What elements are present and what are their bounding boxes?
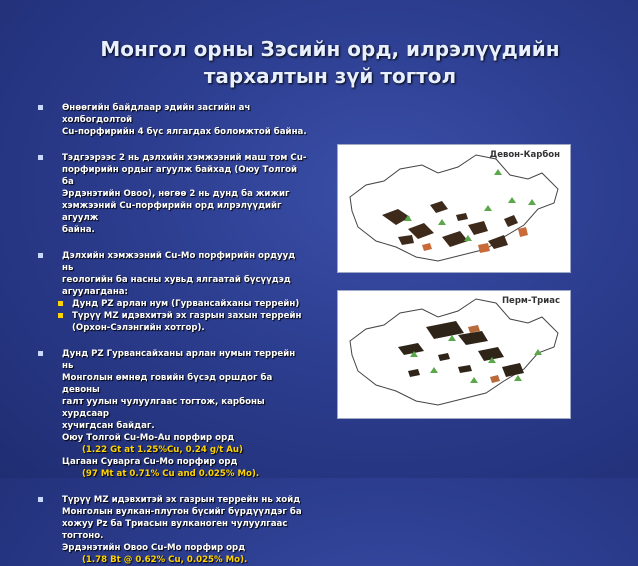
perm-trias-map: [337, 290, 571, 419]
bullet-4-line-2: Монголын өмнөд говийн бүсэд оршдог ба девоны: [62, 373, 273, 395]
bullet-5-line-4: тогтоно.: [62, 531, 104, 541]
bullet-5-line-1: Түрүү MZ идэвхитэй эх газрын террейн нь хойд: [62, 495, 301, 505]
mongolia-outline-map-bottom: [338, 291, 570, 418]
slide-title: [60, 36, 600, 90]
deposit-1-name: Оюу Толгой Cu-Mo-Au порфир орд: [62, 433, 235, 443]
square-bullet-icon: [38, 253, 43, 258]
bullet-2-line-2: порфирийн ордыг агуулж байхад (Оюу Толгой ба: [62, 165, 297, 187]
slide-title-line-1: Монгол орны Зэсийн орд, илрэлүүдийн: [100, 37, 560, 61]
devon-carbon-map: [337, 144, 571, 273]
bullet-4-line-1: Дунд PZ Гурвансайханы арлан нумын террейн нь: [62, 349, 296, 371]
deposit-2-name: Цагаан Суварга Cu-Mo порфир орд: [62, 457, 238, 467]
bullet-4: [38, 348, 308, 432]
bullet-2: [38, 152, 308, 236]
mongolia-outline-map-top: [338, 145, 570, 272]
deposit-1-figures: (1.22 Gt at 1.25%Cu, 0.24 g/t Au): [82, 445, 243, 455]
square-bullet-icon: [38, 155, 43, 160]
slide-body: [38, 102, 308, 566]
bullet-5-line-3: хожуу Pz ба Триасын вулканоген чулуулгаас: [62, 519, 288, 529]
square-sub-bullet-icon: [58, 301, 63, 306]
bullet-3-line-2: геологийн ба насны хувьд ялгаатай бүсүүдэд: [62, 275, 291, 285]
map-label-devon-carbon: Девон-Карбон: [489, 150, 560, 160]
bullet-3-line-1: Дэлхийн хэмжээний Cu-Mo порфирийн ордууд нь: [62, 251, 296, 273]
sub-bullet-2: [38, 310, 308, 334]
bullet-3: [38, 250, 308, 298]
sub-bullet-1: [38, 298, 308, 310]
bullet-1: [38, 102, 308, 138]
bullet-5: [38, 494, 308, 542]
bullet-4-line-3: галт уулын чулуулгаас тогтож, карбоны хурдсаар: [62, 397, 265, 419]
bullet-1-line-1: Өнөөгийн байдлаар эдийн засгийн ач холбогдолтой: [62, 103, 251, 125]
slide-title-line-2: тархалтын зүй тогтол: [203, 64, 457, 88]
sub-bullet-2-text-cont: (Орхон-Сэлэнгийн хотгор).: [72, 323, 205, 333]
bullet-2-line-4: хэмжээний Cu-порфирийн орд илрэлүүдийг агуулж: [62, 201, 282, 223]
bullet-2-line-1: Тэдгээрээс 2 нь дэлхийн хэмжээний маш том Cu-: [62, 153, 307, 163]
map-label-perm-trias: Перм-Триас: [501, 296, 560, 306]
sub-bullet-1-text: Дунд PZ арлан нум (Гурвансайханы террейн): [72, 299, 300, 309]
bullet-4-line-4: хучигдсан байдаг.: [62, 421, 155, 431]
square-bullet-icon: [38, 351, 43, 356]
bullet-1-line-2: Cu-порфирийн 4 бүс ялгагдах боломжтой байна.: [62, 127, 307, 137]
square-bullet-icon: [38, 105, 43, 110]
bullet-2-line-3: Эрдэнэтийн Овоо), нөгөө 2 нь дунд ба жижиг: [62, 189, 290, 199]
square-sub-bullet-icon: [58, 313, 63, 318]
deposit-3-name: Эрдэнэтийн Овоо Cu-Mo порфир орд: [62, 543, 246, 553]
sub-bullet-2-text: Түрүү MZ идэвхитэй эх газрын захын террейн: [72, 311, 302, 321]
bullet-5-line-2: Монголын вулкан-плутон бүсийг бүрдүүлдэг ба: [62, 507, 302, 517]
bullet-2-line-5: байна.: [62, 225, 95, 235]
deposit-3-figures: (1.78 Bt @ 0.62% Cu, 0.025% Mo).: [82, 555, 248, 565]
square-bullet-icon: [38, 497, 43, 502]
bullet-3-line-3: агуулагдана:: [62, 287, 128, 297]
deposit-2-figures: (97 Mt at 0.71% Cu and 0.025% Mo).: [82, 469, 260, 479]
